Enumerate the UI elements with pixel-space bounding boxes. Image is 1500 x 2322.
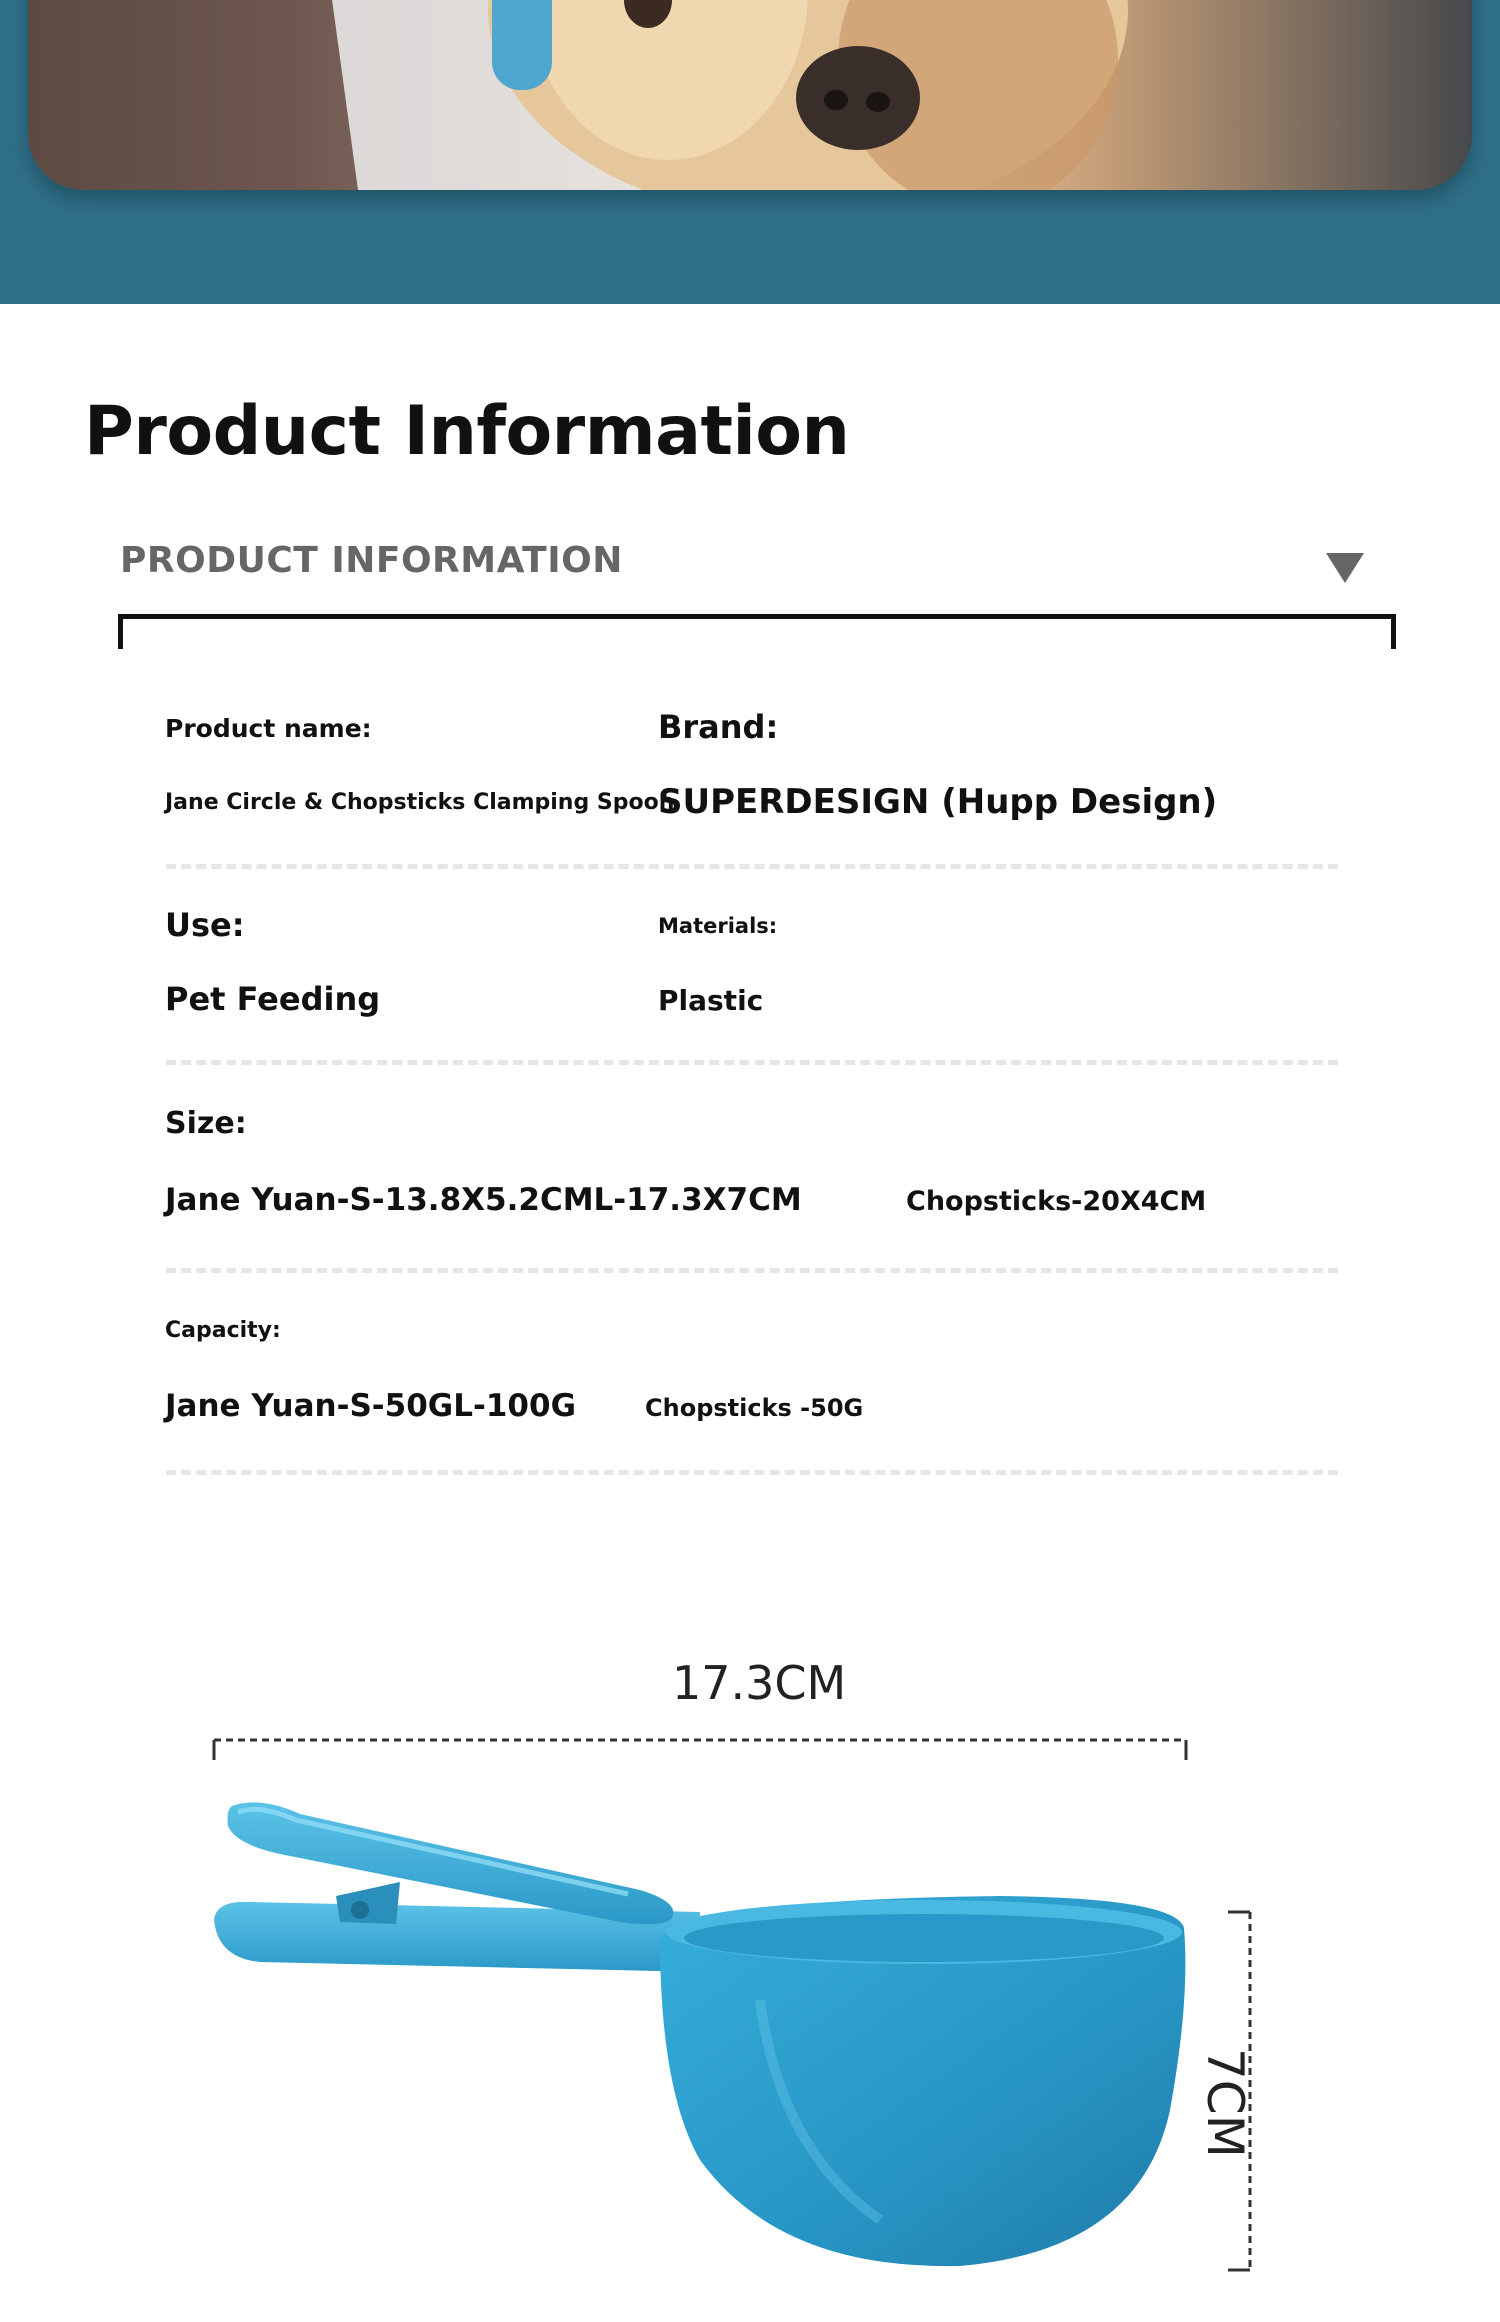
- capacity-label: Capacity:: [165, 1318, 281, 1343]
- section-header: PRODUCT INFORMATION: [120, 540, 623, 581]
- capacity-value: Jane Yuan-S-50GL-100G: [165, 1388, 577, 1424]
- materials-value: Plastic: [658, 984, 764, 1017]
- triangle-down-icon[interactable]: [1326, 553, 1364, 583]
- section-bracket-divider: [118, 614, 1396, 649]
- use-value: Pet Feeding: [165, 980, 381, 1018]
- hero-dog-photo: [28, 0, 1472, 190]
- size-chopsticks-value: Chopsticks-20X4CM: [906, 1186, 1207, 1217]
- row-divider: [166, 1060, 1338, 1065]
- capacity-chopsticks-value: Chopsticks -50G: [645, 1394, 864, 1422]
- row-divider: [166, 1268, 1338, 1273]
- height-dimension-label: 7CM: [1196, 2048, 1254, 2158]
- width-dimension-label: 17.3CM: [672, 1656, 847, 1710]
- row-divider: [166, 864, 1338, 869]
- hero-banner: [0, 0, 1500, 304]
- product-name-value: Jane Circle & Chopsticks Clamping Spoon: [165, 790, 675, 815]
- width-dimension-line: [214, 1740, 1186, 1760]
- row-divider: [166, 1470, 1338, 1475]
- use-label: Use:: [165, 906, 245, 944]
- materials-label: Materials:: [658, 914, 778, 938]
- size-value: Jane Yuan-S-13.8X5.2CML-17.3X7CM: [165, 1182, 802, 1218]
- brand-value: SUPERDESIGN (Hupp Design): [658, 782, 1218, 822]
- product-name-label: Product name:: [165, 714, 372, 743]
- brand-label: Brand:: [658, 708, 779, 746]
- page-title: Product Information: [84, 392, 850, 471]
- size-label: Size:: [165, 1106, 247, 1141]
